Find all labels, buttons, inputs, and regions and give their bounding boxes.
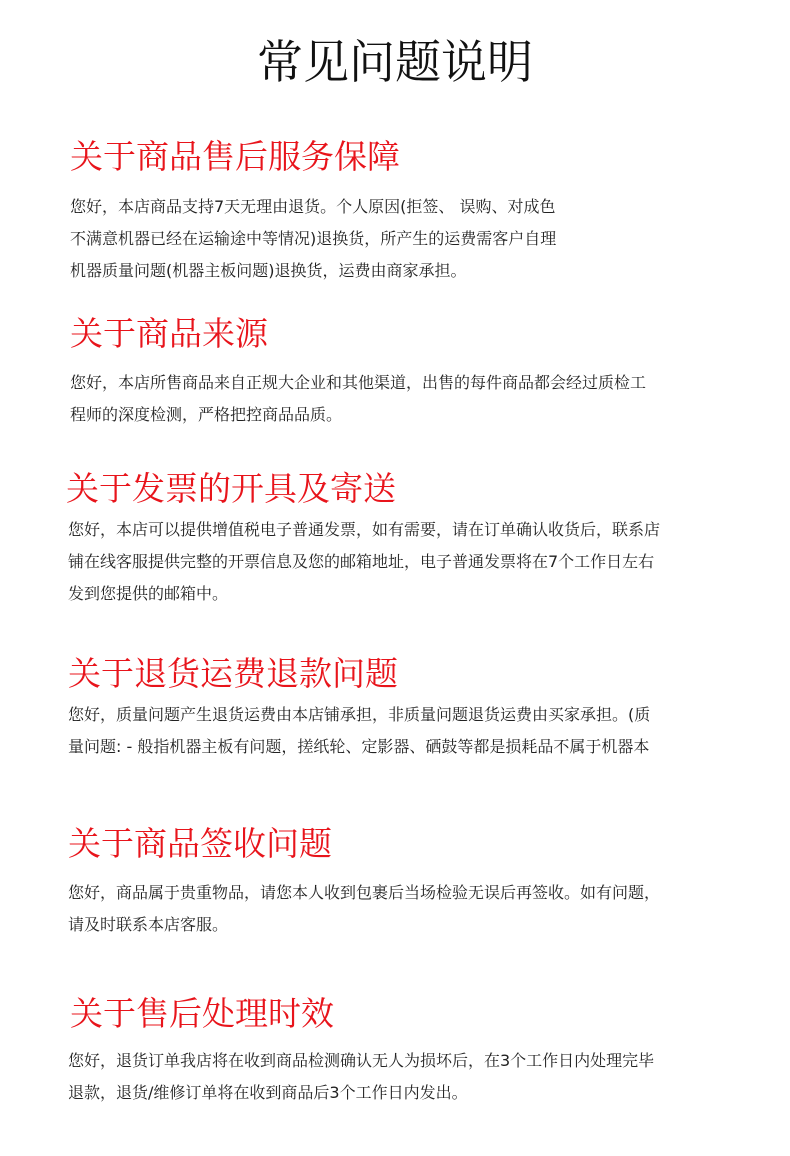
body-line: 请及时联系本店客服。 [68, 915, 229, 934]
section-body [0, 1045, 790, 1109]
section-heading: 关于退货运费退款问题 [68, 654, 398, 693]
body-line: 机器质量问题(机器主板问题)退换货，运费由商家承担。 [70, 261, 467, 280]
section-heading: 关于售后处理时效 [70, 994, 334, 1033]
body-line: 您好，商品属于贵重物品，请您本人收到包裹后当场检验无误后再签收。如有问题， [68, 883, 661, 902]
body-line: 您好，本店可以提供增值税电子普通发票，如有需要，请在订单确认收货后，联系店 [68, 520, 661, 539]
section-body [0, 877, 790, 941]
body-line: 量问题: - 般指机器主板有问题，搓纸轮、定影器、硒鼓等都是损耗品不属于机器本 [68, 737, 650, 756]
page-title: 常见问题说明 [257, 35, 533, 89]
section-body [0, 191, 790, 287]
section-return-shipping [0, 651, 790, 763]
section-heading: 关于商品售后服务保障 [70, 137, 400, 176]
section-body [0, 514, 790, 610]
body-line: 发到您提供的邮箱中。 [68, 584, 229, 603]
body-line: 退款，退货/维修订单将在收到商品后3个工作日内发出。 [68, 1083, 468, 1102]
section-body [0, 367, 790, 431]
body-line: 您好，本店商品支持7天无理由退货。个人原因(拒签、 误购、对成色 [70, 197, 556, 216]
body-line: 铺在线客服提供完整的开票信息及您的邮箱地址，电子普通发票将在7个工作日左右 [68, 552, 655, 571]
section-signing [0, 821, 790, 941]
section-body [0, 699, 790, 763]
section-invoice [0, 466, 790, 610]
section-heading: 关于商品来源 [70, 314, 268, 353]
section-heading: 关于发票的开具及寄送 [66, 469, 396, 508]
body-line: 您好，退货订单我店将在收到商品检测确认无人为损坏后，在3个工作日内处理完毕 [68, 1051, 655, 1070]
section-after-sales-guarantee [0, 134, 790, 287]
section-product-source [0, 311, 790, 431]
section-heading: 关于商品签收问题 [68, 824, 332, 863]
section-processing-time [0, 991, 790, 1109]
body-line: 不满意机器已经在运输途中等情况)退换货，所产生的运费需客户自理 [70, 229, 557, 248]
body-line: 程师的深度检测，严格把控商品品质。 [70, 405, 343, 424]
body-line: 您好，本店所售商品来自正规大企业和其他渠道，出售的每件商品都会经过质检工 [70, 373, 647, 392]
body-line: 您好，质量问题产生退货运费由本店铺承担，非质量问题退货运费由买家承担。(质 [68, 705, 651, 724]
